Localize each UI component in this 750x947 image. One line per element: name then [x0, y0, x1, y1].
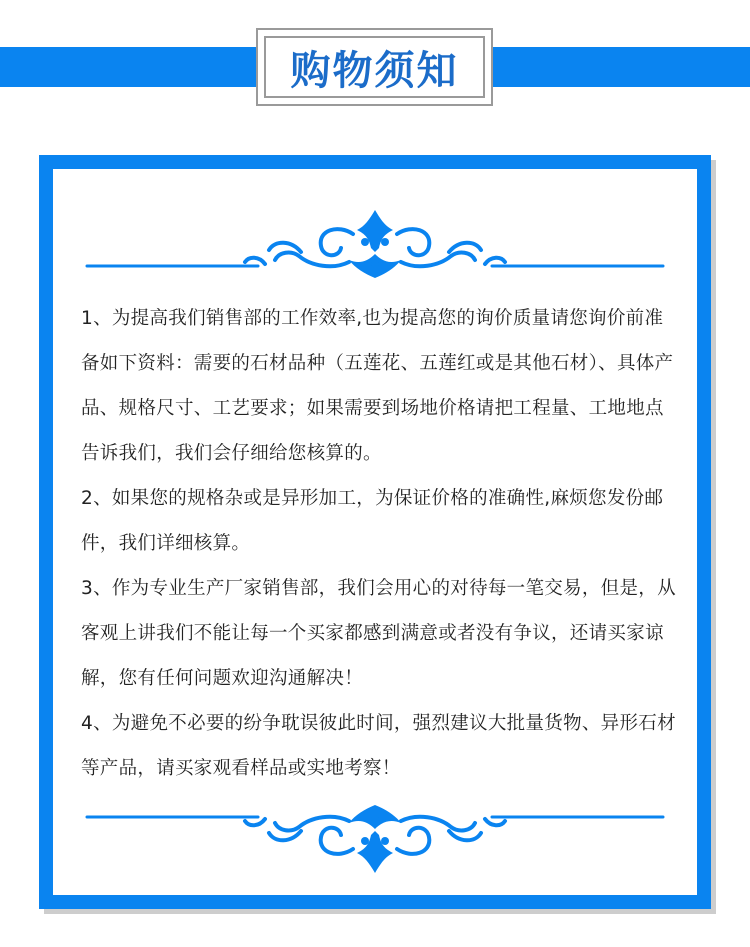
notice-item-4: 4、为避免不必要的纷争耽误彼此时间，强烈建议大批量货物、异形石材等产品，请买家观看样品或实地考察！: [81, 713, 676, 779]
notice-panel-inner: [53, 169, 697, 895]
notice-item-1: 1、为提高我们销售部的工作效率,也为提高您的询价质量请您询价前准备如下资料：需要的石材品种（五莲花、五莲红或是其他石材）、具体产品、规格尺寸、工艺要求；如果需要到场地价格请把工程量、工地地点告诉我们，我们会仔细给您核算的。: [81, 308, 674, 464]
page-title: 购物须知: [290, 46, 459, 94]
notice-item-3: 3、作为专业生产厂家销售部，我们会用心的对待每一笔交易，但是，从客观上讲我们不能让每一个买家都感到满意或者没有争议，还请买家谅解，您有任何问题欢迎沟通解决！: [81, 578, 676, 689]
notice-item-2: 2、如果您的规格杂或是异形加工，为保证价格的准确性,麻烦您发份邮件，我们详细核算。: [81, 488, 664, 554]
title-frame: [256, 28, 493, 106]
title-inner-frame: [264, 36, 485, 98]
top-ornament-icon: [53, 204, 697, 284]
notice-panel: [39, 155, 711, 909]
notice-content: [81, 296, 681, 791]
bottom-ornament-icon: [53, 799, 697, 879]
